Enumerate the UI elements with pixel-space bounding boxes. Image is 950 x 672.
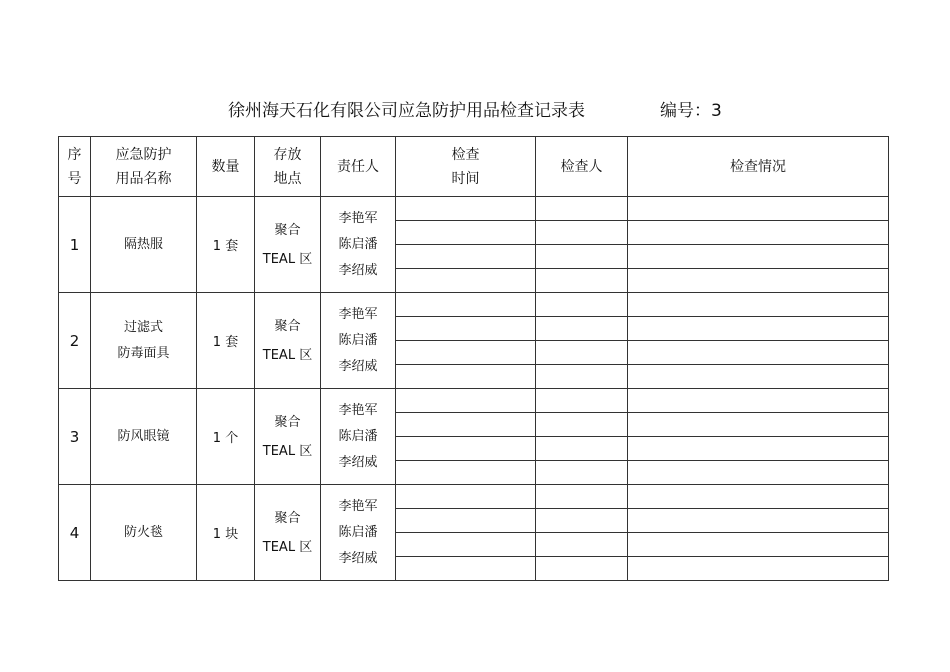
check-status-cell[interactable] bbox=[628, 341, 889, 365]
location-cell: 聚合 TEAL 区 bbox=[255, 389, 321, 485]
check-status-cell[interactable] bbox=[628, 389, 889, 413]
check-time-cell[interactable] bbox=[396, 413, 536, 437]
location-cell: 聚合 TEAL 区 bbox=[255, 197, 321, 293]
item-name-cell: 防火毯 bbox=[91, 485, 197, 581]
check-status-cell[interactable] bbox=[628, 293, 889, 317]
form-title: 徐州海天石化有限公司应急防护用品检查记录表 bbox=[228, 101, 585, 121]
quantity-cell: 1 套 bbox=[197, 293, 255, 389]
check-status-cell[interactable] bbox=[628, 221, 889, 245]
inspector-cell[interactable] bbox=[536, 437, 628, 461]
item-name-cell: 隔热服 bbox=[91, 197, 197, 293]
inspector-cell[interactable] bbox=[536, 269, 628, 293]
check-time-cell[interactable] bbox=[396, 197, 536, 221]
location-cell: 聚合 TEAL 区 bbox=[255, 293, 321, 389]
inspector-cell[interactable] bbox=[536, 461, 628, 485]
check-time-cell[interactable] bbox=[396, 365, 536, 389]
col-header-quantity: 数量 bbox=[197, 137, 255, 197]
check-status-cell[interactable] bbox=[628, 197, 889, 221]
col-header-location: 存放 地点 bbox=[255, 137, 321, 197]
inspector-cell[interactable] bbox=[536, 197, 628, 221]
table-row bbox=[59, 389, 889, 413]
check-time-cell[interactable] bbox=[396, 461, 536, 485]
owner-cell: 李艳军 陈启潘 李绍威 bbox=[321, 293, 396, 389]
check-time-cell[interactable] bbox=[396, 317, 536, 341]
location-cell: 聚合 TEAL 区 bbox=[255, 485, 321, 581]
seq-cell: 2 bbox=[59, 293, 91, 389]
col-header-inspector: 检查人 bbox=[536, 137, 628, 197]
inspector-cell[interactable] bbox=[536, 557, 628, 581]
col-header-seq: 序 号 bbox=[59, 137, 91, 197]
check-time-cell[interactable] bbox=[396, 245, 536, 269]
inspector-cell[interactable] bbox=[536, 533, 628, 557]
check-status-cell[interactable] bbox=[628, 317, 889, 341]
owner-cell: 李艳军 陈启潘 李绍威 bbox=[321, 197, 396, 293]
check-time-cell[interactable] bbox=[396, 221, 536, 245]
quantity-cell: 1 个 bbox=[197, 389, 255, 485]
owner-cell: 李艳军 陈启潘 李绍威 bbox=[321, 485, 396, 581]
check-status-cell[interactable] bbox=[628, 413, 889, 437]
document-number: 编号：3 bbox=[660, 101, 722, 121]
check-status-cell[interactable] bbox=[628, 365, 889, 389]
check-time-cell[interactable] bbox=[396, 293, 536, 317]
inspector-cell[interactable] bbox=[536, 293, 628, 317]
table-row bbox=[59, 293, 889, 317]
inspector-cell[interactable] bbox=[536, 413, 628, 437]
seq-cell: 3 bbox=[59, 389, 91, 485]
item-name-cell: 防风眼镜 bbox=[91, 389, 197, 485]
seq-cell: 1 bbox=[59, 197, 91, 293]
inspector-cell[interactable] bbox=[536, 389, 628, 413]
inspector-cell[interactable] bbox=[536, 317, 628, 341]
check-time-cell[interactable] bbox=[396, 269, 536, 293]
check-status-cell[interactable] bbox=[628, 437, 889, 461]
inspector-cell[interactable] bbox=[536, 341, 628, 365]
inspector-cell[interactable] bbox=[536, 365, 628, 389]
table-row bbox=[59, 485, 889, 509]
header-row bbox=[59, 137, 889, 197]
owner-cell: 李艳军 陈启潘 李绍威 bbox=[321, 389, 396, 485]
check-status-cell[interactable] bbox=[628, 269, 889, 293]
check-time-cell[interactable] bbox=[396, 389, 536, 413]
col-header-check-status: 检查情况 bbox=[628, 137, 889, 197]
item-name-cell: 过滤式 防毒面具 bbox=[91, 293, 197, 389]
quantity-cell: 1 块 bbox=[197, 485, 255, 581]
check-status-cell[interactable] bbox=[628, 533, 889, 557]
inspector-cell[interactable] bbox=[536, 221, 628, 245]
col-header-check-time: 检查 时间 bbox=[396, 137, 536, 197]
check-status-cell[interactable] bbox=[628, 485, 889, 509]
col-header-owner: 责任人 bbox=[321, 137, 396, 197]
check-time-cell[interactable] bbox=[396, 557, 536, 581]
seq-cell: 4 bbox=[59, 485, 91, 581]
quantity-cell: 1 套 bbox=[197, 197, 255, 293]
check-time-cell[interactable] bbox=[396, 485, 536, 509]
inspector-cell[interactable] bbox=[536, 485, 628, 509]
check-time-cell[interactable] bbox=[396, 509, 536, 533]
check-status-cell[interactable] bbox=[628, 245, 889, 269]
check-status-cell[interactable] bbox=[628, 557, 889, 581]
check-time-cell[interactable] bbox=[396, 341, 536, 365]
inspection-record-table bbox=[58, 136, 889, 581]
check-status-cell[interactable] bbox=[628, 461, 889, 485]
check-time-cell[interactable] bbox=[396, 437, 536, 461]
table-row bbox=[59, 197, 889, 221]
inspector-cell[interactable] bbox=[536, 245, 628, 269]
check-status-cell[interactable] bbox=[628, 509, 889, 533]
col-header-item-name: 应急防护 用品名称 bbox=[91, 137, 197, 197]
check-time-cell[interactable] bbox=[396, 533, 536, 557]
inspector-cell[interactable] bbox=[536, 509, 628, 533]
